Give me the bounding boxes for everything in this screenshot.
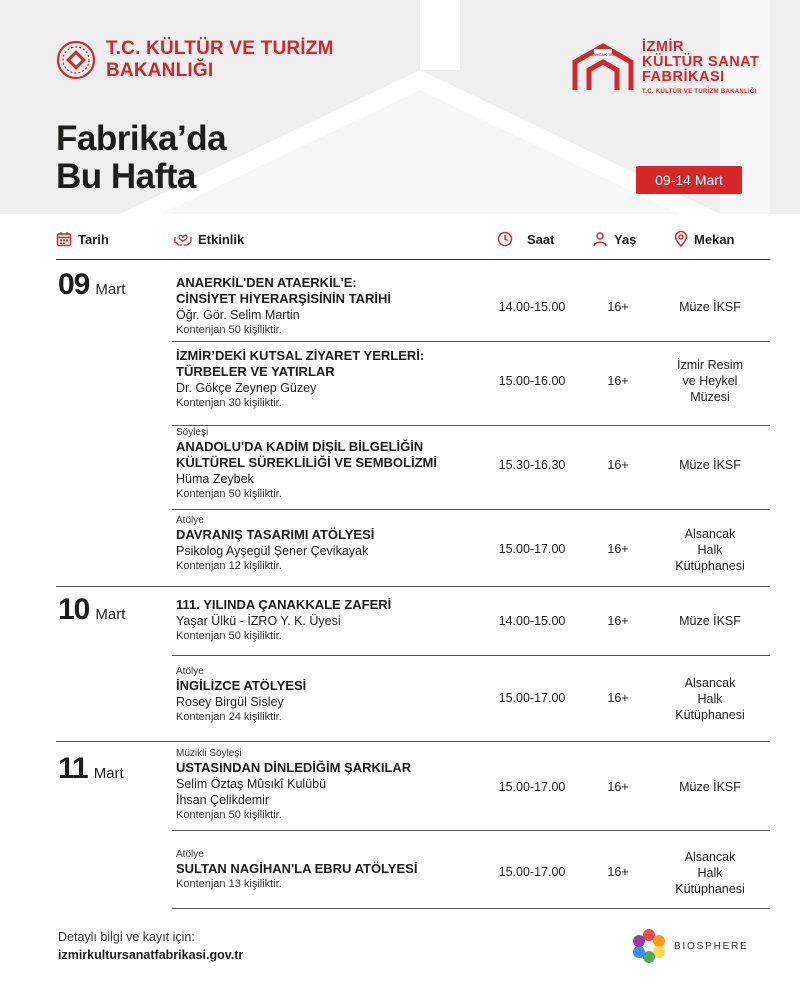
event-title: ANAERKİL'DEN ATAERKİL'E: <box>176 275 357 290</box>
event-title: SULTAN NAGİHAN'LA EBRU ATÖLYESİ <box>176 861 418 876</box>
event-capacity: Kontenjan 24 kişiliktir. <box>176 711 282 723</box>
day-number: 11 <box>58 752 88 785</box>
calendar-icon <box>56 231 72 247</box>
biosphere-flower-icon <box>632 929 666 963</box>
column-header-yas <box>592 231 636 247</box>
factory-line-2: KÜLTÜR SANAT <box>642 54 760 70</box>
day-label <box>58 752 124 786</box>
event-age: 16+ <box>607 614 629 628</box>
event-type: Müzikli Söyleşi <box>176 748 242 759</box>
event-age: 16+ <box>607 780 629 794</box>
event-title: KÜLTÜREL SÜREKLİLİĞİ VE SEMBOLİZMİ <box>176 455 437 470</box>
column-header-etkinlik-label: Etkinlik <box>198 231 245 247</box>
event-venue: Müze İKSF <box>679 780 741 794</box>
event-type: Atölye <box>176 849 204 860</box>
event-time: 14.00-15.00 <box>498 300 566 314</box>
row-divider <box>172 341 770 342</box>
event-type: Söyleşi <box>176 427 209 438</box>
event-row <box>176 666 486 725</box>
factory-badge-text: ALSANCAK TEKEL <box>585 53 621 57</box>
event-title: DAVRANIŞ TASARIMI ATÖLYESİ <box>176 527 375 542</box>
event-capacity: Kontenjan 13 kişiliktir. <box>176 878 282 890</box>
event-age: 16+ <box>607 865 629 879</box>
date-range-badge: 09-14 Mart <box>636 166 742 194</box>
page-title-line-1: Fabrika’da <box>56 119 227 158</box>
day-month: Mart <box>95 281 126 298</box>
event-time: 15.00-17.00 <box>498 780 566 794</box>
row-divider <box>172 655 770 656</box>
event-row <box>176 275 486 338</box>
event-venue-line: Kütüphanesi <box>675 559 745 573</box>
footer-info <box>58 930 243 962</box>
event-capacity: Kontenjan 12 kişiliktir. <box>176 560 282 572</box>
header-divider <box>56 259 770 260</box>
event-venue-line: ve Heykel <box>682 374 738 388</box>
event-title: 111. YILINDA ÇANAKKALE ZAFERİ <box>176 597 392 612</box>
row-divider <box>172 830 770 831</box>
event-title: İNGİLİZCE ATÖLYESİ <box>176 678 307 693</box>
event-speaker: Yaşar Ülkü - İZRO Y. K. Üyesi <box>176 614 341 628</box>
event-type: Atölye <box>176 515 204 526</box>
person-icon <box>592 231 608 247</box>
event-row <box>176 427 486 502</box>
event-venue: Müze İKSF <box>679 614 741 628</box>
event-age: 16+ <box>607 374 629 388</box>
event-row <box>176 515 486 574</box>
event-venue-line: Müzesi <box>690 390 730 404</box>
event-speaker: Psikolog Ayşegül Şener Çevikayak <box>176 544 369 558</box>
event-time: 15.00-17.00 <box>498 542 566 556</box>
event-speaker: Dr. Gökçe Zeynep Güzey <box>176 381 317 395</box>
event-title: İZMİR’DEKİ KUTSAL ZİYARET YERLERİ: <box>176 348 425 363</box>
event-age: 16+ <box>607 691 629 705</box>
event-speaker: Öğr. Gör. Selim Martin <box>176 308 300 322</box>
row-divider <box>172 425 770 426</box>
page-title-line-2: Bu Hafta <box>56 157 196 196</box>
event-venue-line: İzmir Resim <box>677 358 743 372</box>
event-age: 16+ <box>607 458 629 472</box>
page-title <box>56 120 226 196</box>
event-time: 15.00-17.00 <box>498 865 566 879</box>
factory-line-1: İZMİR <box>642 39 684 55</box>
day-divider <box>56 586 770 587</box>
event-row <box>176 748 486 823</box>
hands-heart-icon <box>174 231 192 247</box>
event-speaker: Rosey Birgül Sisley <box>176 695 284 709</box>
event-venue-line: Alsancak <box>684 676 736 690</box>
row-divider <box>172 908 770 909</box>
day-label <box>58 268 125 302</box>
event-speaker: Hüma Zeybek <box>176 472 254 486</box>
event-capacity: Kontenjan 50 kişiliktir. <box>176 324 282 336</box>
column-header-mekan <box>674 231 734 247</box>
column-header-tarih-label: Tarih <box>78 231 109 247</box>
event-venue-line: Alsancak <box>684 527 736 541</box>
factory-line-3: FABRİKASI <box>642 69 725 85</box>
event-venue <box>650 526 770 574</box>
clock-icon <box>497 231 513 247</box>
ministry-logo <box>56 38 334 82</box>
event-row <box>176 597 486 644</box>
ministry-line-1: T.C. KÜLTÜR VE TURİZM <box>106 38 334 59</box>
column-header-saat-label: Saat <box>527 231 555 247</box>
day-month: Mart <box>93 765 124 782</box>
event-row <box>176 348 486 411</box>
event-venue-line: Alsancak <box>684 850 736 864</box>
biosphere-logo <box>632 929 749 963</box>
event-capacity: Kontenjan 50 kişiliktir. <box>176 630 282 642</box>
event-venue <box>650 357 770 405</box>
website-link[interactable]: izmirkultursanatfabrikasi.gov.tr <box>58 948 244 962</box>
day-number: 09 <box>58 268 90 301</box>
event-venue-line: Halk <box>697 692 723 706</box>
event-venue <box>650 675 770 723</box>
event-speaker: Selim Öztaş Mûsıkî Kulübü <box>176 777 327 791</box>
event-title: USTASINDAN DİNLEDİĞİM ŞARKILAR <box>176 760 412 775</box>
ministry-emblem-icon <box>56 40 96 80</box>
event-time: 15.00-17.00 <box>498 691 566 705</box>
event-venue-line: Halk <box>697 543 723 557</box>
column-header-saat <box>497 231 554 247</box>
event-venue-line: Halk <box>697 866 723 880</box>
hero-banner <box>0 0 800 214</box>
event-title: TÜRBELER VE YATIRLAR <box>176 364 335 379</box>
factory-building-icon <box>572 40 634 92</box>
event-venue <box>650 849 770 897</box>
ministry-line-2: BAKANLIĞI <box>106 60 214 81</box>
column-header-yas-label: Yaş <box>614 231 637 247</box>
event-title: ANADOLU'DA KADİM DİŞİL BİLGELİĞİN <box>176 439 424 454</box>
event-time: 15.00-16.00 <box>498 374 566 388</box>
event-age: 16+ <box>607 542 629 556</box>
factory-logo <box>572 40 759 95</box>
event-capacity: Kontenjan 50 kişiliktir. <box>176 809 282 821</box>
event-time: 15.30-16.30 <box>498 458 566 472</box>
event-time: 14.00-15.00 <box>498 614 566 628</box>
event-type: Atölye <box>176 666 204 677</box>
event-venue: Müze İKSF <box>679 300 741 314</box>
event-venue-line: Kütüphanesi <box>675 882 745 896</box>
event-title: CİNSİYET HİYERARŞİSİNİN TARİHİ <box>176 291 392 306</box>
factory-subtitle: T.C. KÜLTÜR VE TURİZM BAKANLIĞI <box>642 89 757 95</box>
day-divider <box>56 741 770 742</box>
event-venue-line: Kütüphanesi <box>675 708 745 722</box>
event-row <box>176 849 486 892</box>
location-pin-icon <box>674 231 688 247</box>
column-header-tarih <box>56 231 109 247</box>
biosphere-text: BIOSPHERE <box>674 940 749 952</box>
event-age: 16+ <box>607 300 629 314</box>
day-month: Mart <box>95 606 126 623</box>
day-number: 10 <box>58 593 90 626</box>
event-speaker: İhsan Çelikdemir <box>176 793 270 807</box>
footer-info-label: Detaylı bilgi ve kayıt için: <box>58 930 195 944</box>
day-label <box>58 593 125 627</box>
column-header-etkinlik <box>174 231 244 247</box>
column-header-mekan-label: Mekan <box>694 231 735 247</box>
row-divider <box>172 509 770 510</box>
event-capacity: Kontenjan 30 kişiliktir. <box>176 397 282 409</box>
event-capacity: Kontenjan 50 kişiliktir. <box>176 488 282 500</box>
event-venue: Müze İKSF <box>679 458 741 472</box>
